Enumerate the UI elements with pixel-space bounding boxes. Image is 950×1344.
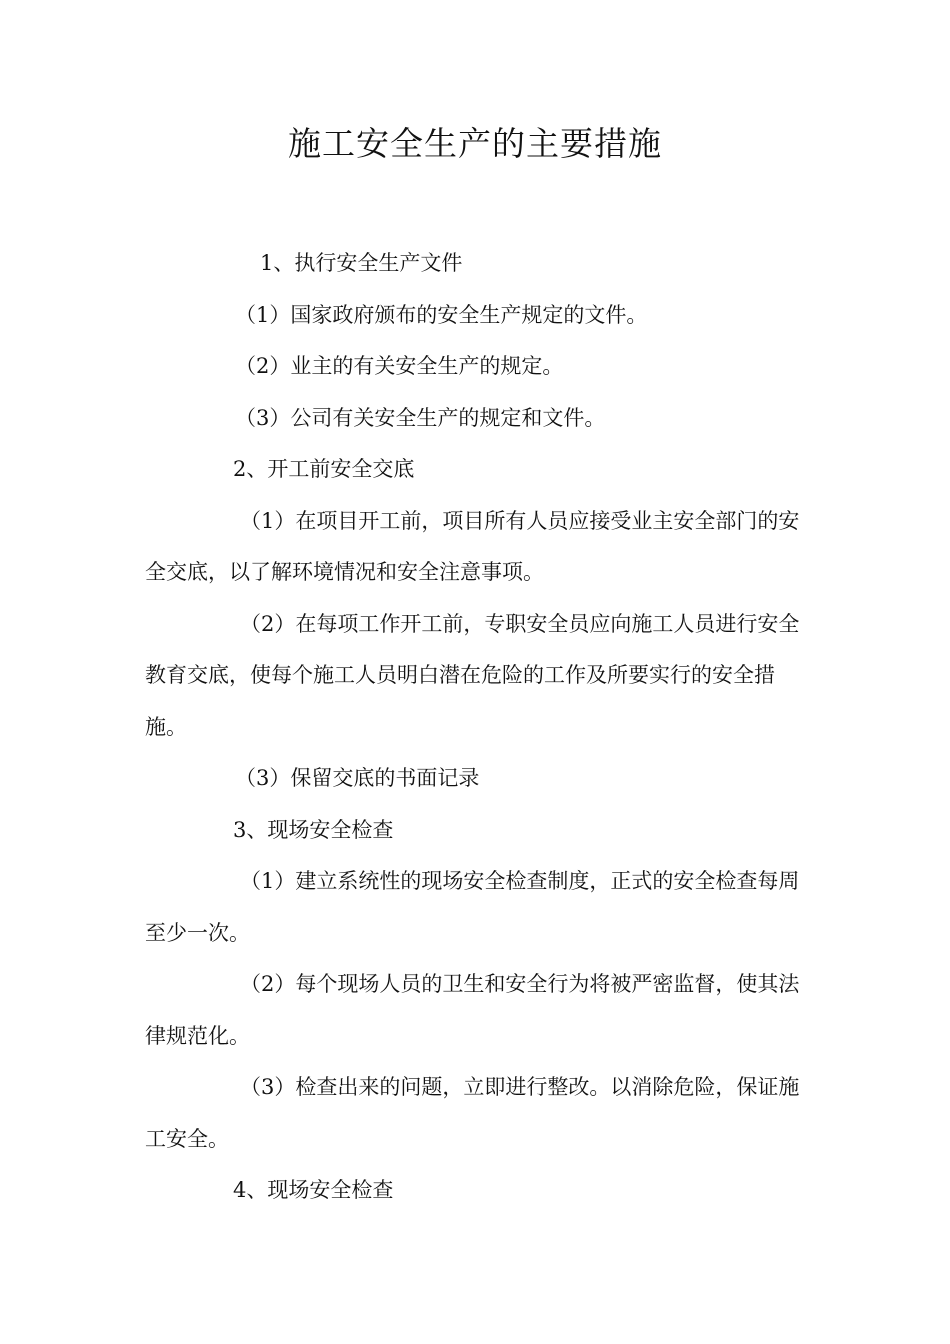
list-item-2-3: （3）保留交底的书面记录: [235, 766, 480, 790]
paragraph-3-3: （3）检查出来的问题，立即进行整改。以消除危险，保证施工安全。: [145, 1075, 800, 1151]
paragraph-3-1: （1）建立系统性的现场安全检查制度，正式的安全检查每周至少一次。: [145, 869, 800, 945]
heading-4: 4、现场安全检查: [233, 1178, 394, 1202]
paragraph-2-1: （1）在项目开工前，项目所有人员应接受业主安全部门的安全交底，以了解环境情况和安全注意事项。: [145, 508, 800, 584]
heading-2: 2、开工前安全交底: [233, 457, 415, 481]
heading-1: 1、执行安全生产文件: [260, 251, 463, 275]
list-item-1-2: （2）业主的有关安全生产的规定。: [235, 354, 564, 378]
heading-3: 3、现场安全检查: [233, 817, 394, 842]
list-item-1-3: （3）公司有关安全生产的规定和文件。: [235, 405, 606, 430]
paragraph-3-2: （2）每个现场人员的卫生和安全行为将被严密监督，使其法律规范化。: [145, 972, 800, 1048]
document-title: 施工安全生产的主要措施: [288, 124, 662, 163]
paragraph-2-2: （2）在每项工作开工前，专职安全员应向施工人员进行安全教育交底，使每个施工人员明白潜在危险的工作及所要实行的安全措施。: [145, 611, 800, 739]
document-body: [145, 238, 805, 1217]
list-item-1-1: （1）国家政府颁布的安全生产规定的文件。: [235, 302, 648, 327]
